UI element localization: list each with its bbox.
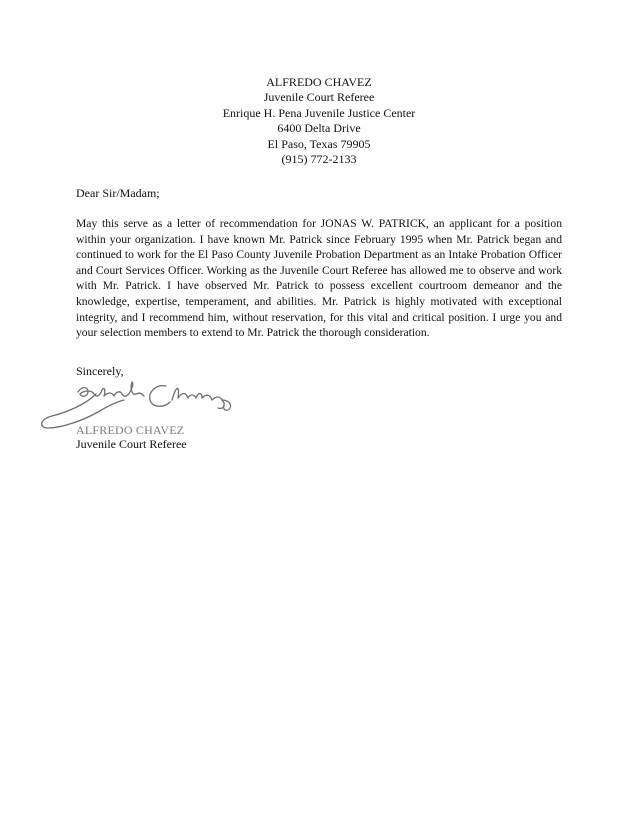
letterhead-phone: (915) 772-2133: [281, 152, 357, 167]
letterhead-title: Juvenile Court Referee: [263, 90, 375, 105]
letterhead-street: 6400 Delta Drive: [277, 121, 361, 136]
letterhead-city: El Paso, Texas 79905: [267, 136, 371, 151]
signer-title: Juvenile Court Referee: [76, 437, 187, 451]
letterhead: [0, 75, 638, 167]
letterhead-organization: Enrique H. Pena Juvenile Justice Center: [222, 105, 416, 120]
closing: Sincerely,: [76, 364, 124, 378]
salutation: Dear Sir/Madam;: [76, 186, 160, 200]
letter-body: May this serve as a letter of recommendation for JONAS W. PATRICK, an applicant for a position within your organization. I have known Mr. Patrick since February 1995 when Mr. Patrick began and continued to work for the El Paso County Juvenile Probation Department as an Intake Probation Officer and Court Services Officer. Working as the Juvenile Court Referee has allowed me to observe and work with Mr. Patrick. I have observed Mr. Patrick to possess excellent courtroom demeanor and the knowledge, expertise, temperament, and abilities. Mr. Patrick is highly motivated with exceptional integrity, and I recommend him, without reservation, for this vital and critical position. I urge you and your selection members to extend to Mr. Patrick the thorough consideration.: [76, 217, 562, 340]
signer-printed-name: ALFREDO CHAVEZ: [76, 423, 185, 437]
letterhead-name: ALFREDO CHAVEZ: [266, 75, 372, 89]
